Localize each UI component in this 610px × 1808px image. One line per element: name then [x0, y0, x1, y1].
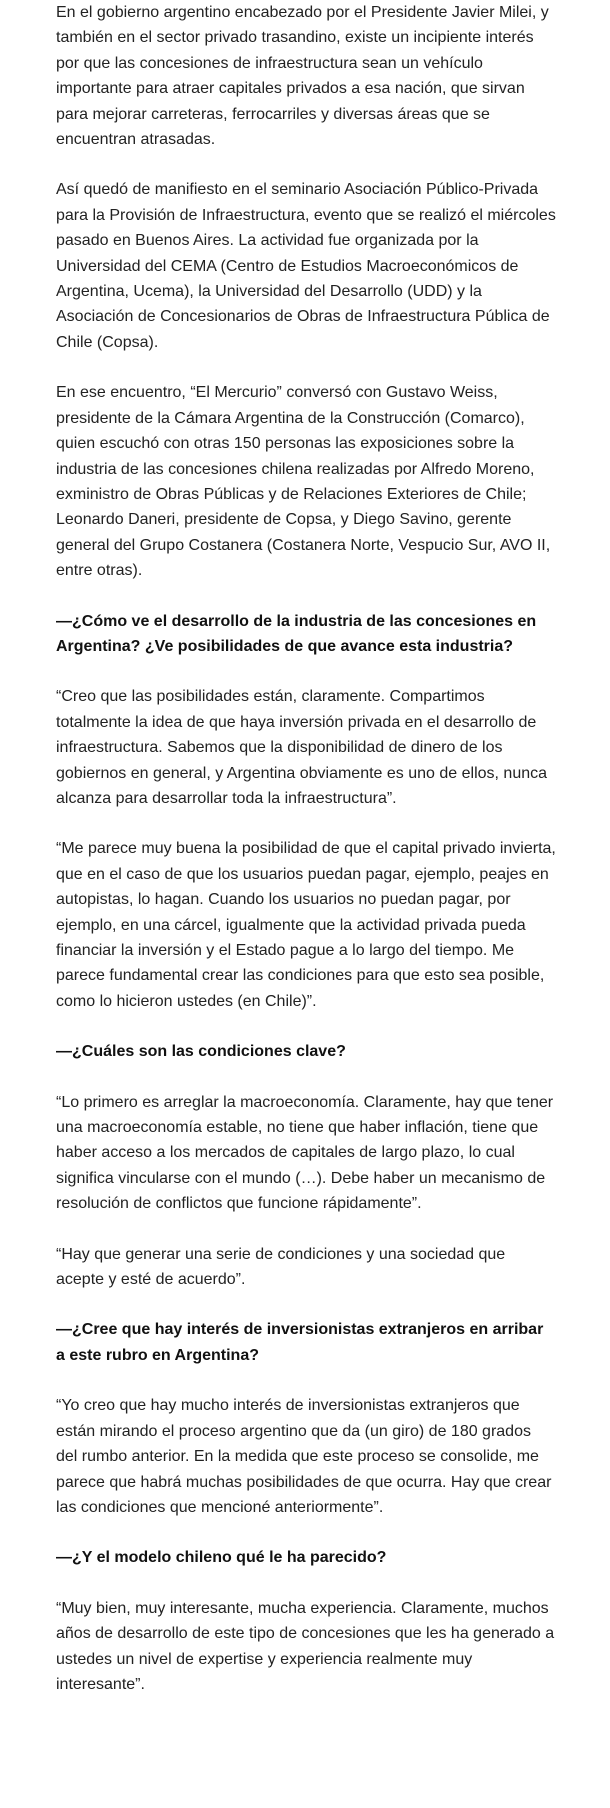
- interview-answer-society: “Hay que generar una serie de condiciones y una sociedad que acepte y esté de acuerdo”.: [56, 1245, 506, 1289]
- interview-answer-possibilities: “Creo que las posibilidades están, claramente. Compartimos totalmente la idea de que haya inversión privada en el desarrollo de infraestructura. Sabemos que la disponibilidad de dinero de los gobiernos en general, y Argentina obviamente es uno de ellos, nunca alcanza para desarrollar toda la infraestructura”.: [56, 688, 548, 807]
- interview-answer-macroeconomy: “Lo primero es arreglar la macroeconomía. Claramente, hay que tener una macroeconomía estable, no tiene que haber inflación, tiene que haber acceso a los mercados de capitales de largo plazo, lo cual significa vincularse con el mundo (…). Debe haber un mecanismo de resolución de conflictos que funcione rápidamente”.: [56, 1093, 554, 1213]
- interview-question-industry: —¿Cómo ve el desarrollo de la industria de las concesiones en Argentina? ¿Ve posibilidades de que avance esta industria?: [56, 612, 537, 655]
- article-paragraph-intro: En el gobierno argentino encabezado por el Presidente Javier Milei, y también en el sector privado trasandino, existe un incipiente interés por que las concesiones de infraestructura sean un vehículo importante para atraer capitales privados a esa nación, que sirvan para mejorar carreteras, ferrocarriles y diversas áreas que se encuentran atrasadas.: [56, 4, 549, 149]
- interview-question-conditions: —¿Cuáles son las condiciones clave?: [56, 1043, 346, 1061]
- interview-question-foreign-investors: —¿Cree que hay interés de inversionistas extranjeros en arribar a este rubro en Argentina?: [56, 1321, 544, 1364]
- interview-answer-chilean-model: “Muy bien, muy interesante, mucha experiencia. Claramente, muchos años de desarrollo de este tipo de concesiones que les ha generado a ustedes un nivel de expertise y experiencia realmente muy interesante”.: [56, 1599, 555, 1693]
- interview-answer-foreign-interest: “Yo creo que hay mucho interés de inversionistas extranjeros que están mirando el proceso argentino que da (un giro) de 180 grados del rumbo anterior. En la medida que este proceso se consolide, me parece que habrá muchas posibilidades de que ocurra. Hay que crear las condiciones que mencioné anteriormente”.: [56, 1397, 552, 1516]
- article-paragraph-encounter: En ese encuentro, “El Mercurio” conversó con Gustavo Weiss, presidente de la Cámara Argentina de la Construcción (Comarco), quien escuchó con otras 150 personas las exposiciones sobre la industria de las concesiones chilena realizadas por Alfredo Moreno, exministro de Obras Públicas y de Relaciones Exteriores de Chile; Leonardo Daneri, presidente de Copsa, y Diego Savino, gerente general del Grupo Costanera (Costanera Norte, Vespucio Sur, AVO II, entre otras).: [56, 384, 551, 580]
- article-paragraph-seminar: Así quedó de manifiesto en el seminario Asociación Público-Privada para la Provisión de Infraestructura, evento que se realizó el miércoles pasado en Buenos Aires. La actividad fue organizada por la Universidad del CEMA (Centro de Estudios Macroeconómicos de Argentina, Ucema), la Universidad del Desarrollo (UDD) y la Asociación de Concesionarios de Obras de Infraestructura Pública de Chile (Copsa).: [56, 181, 556, 351]
- interview-question-chilean-model: —¿Y el modelo chileno qué le ha parecido?: [56, 1549, 387, 1567]
- interview-answer-private-capital: “Me parece muy buena la posibilidad de que el capital privado invierta, que en el caso de que los usuarios puedan pagar, ejemplo, peajes en autopistas, lo hagan. Cuando los usuarios no puedan pagar, por ejemplo, en una cárcel, igualmente que la actividad privada pueda financiar la inversión y el Estado pague a lo largo del tiempo. Me parece fundamental crear las condiciones para que esto sea posible, como lo hicieron ustedes (en Chile)”.: [56, 840, 556, 1010]
